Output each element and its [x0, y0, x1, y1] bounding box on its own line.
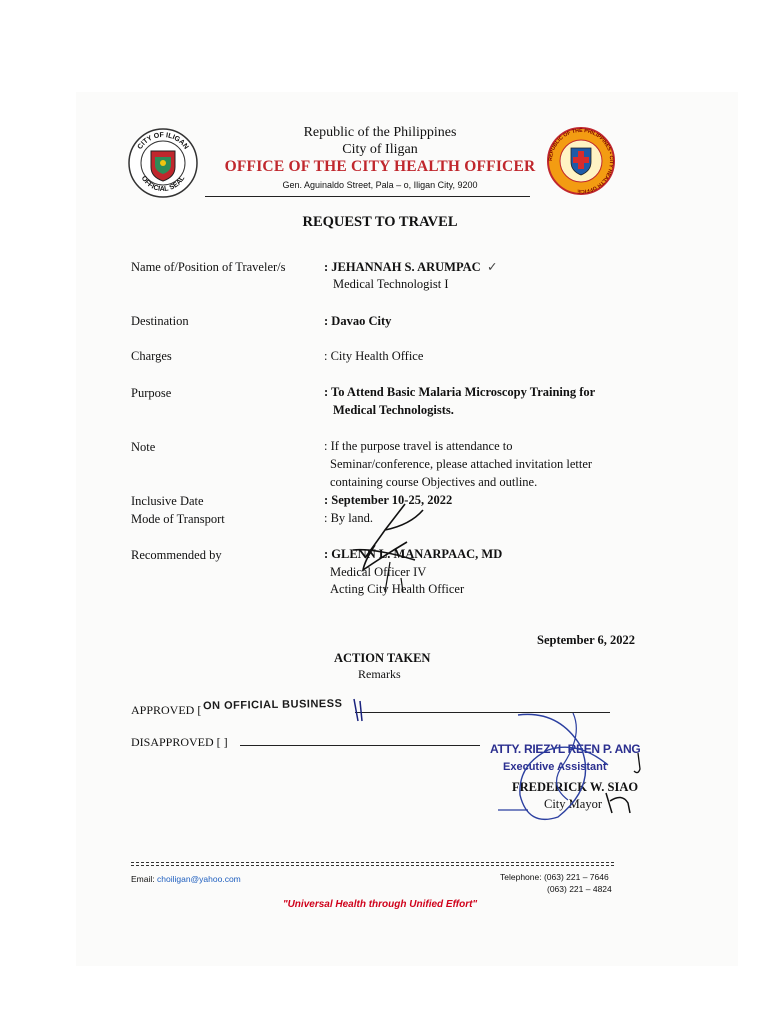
- svg-text:CITY OF ILIGAN: [137, 132, 190, 151]
- traveler-name: [324, 259, 497, 276]
- footer-rule-2: [131, 865, 614, 866]
- left-seal-text: [127, 127, 199, 199]
- traveler-name-text: : JEHANNAH S. ARUMPAC: [324, 260, 481, 274]
- email-label: Email:: [131, 874, 155, 884]
- charges-value: : City Health Office: [324, 349, 424, 363]
- disapproved-line: [240, 745, 480, 746]
- document-title: REQUEST TO TRAVEL: [302, 214, 458, 230]
- recommender-name: : GLENN L. MANARPAAC, MD: [324, 547, 503, 561]
- header-rule: [205, 196, 530, 197]
- office-address: Gen. Aguinaldo Street, Pala – o, Iligan City, 9200: [282, 180, 478, 190]
- recommender-signature: [345, 500, 440, 595]
- purpose-label: Purpose: [131, 386, 172, 400]
- remarks-label: Remarks: [358, 667, 401, 681]
- mayor-name: FREDERICK W. SIAO: [512, 780, 639, 794]
- telephone-2: (063) 221 – 4824: [547, 884, 612, 894]
- republic-line: Republic of the Philippines: [303, 125, 457, 140]
- footer-rule-1: [131, 862, 614, 863]
- transport-label: Mode of Transport: [131, 512, 225, 526]
- footer-email: [131, 874, 241, 884]
- office-name: OFFICE OF THE CITY HEALTH OFFICER: [224, 158, 536, 175]
- disapproved-label: DISAPPROVED [ ]: [131, 735, 228, 749]
- recommended-label: Recommended by: [131, 548, 222, 562]
- recommender-title-2: Acting City Health Officer: [330, 582, 465, 596]
- note-label: Note: [131, 440, 156, 454]
- name-label: Name of/Position of Traveler/s: [131, 260, 286, 274]
- note-line-3: containing course Objectives and outline.: [330, 475, 538, 489]
- mayor-title: City Mayor: [544, 797, 602, 811]
- stamp-title: Executive Assistant: [503, 761, 607, 773]
- note-line-2: Seminar/conference, please attached invitation letter: [330, 457, 593, 471]
- charges-label: Charges: [131, 349, 172, 363]
- telephone-label: Telephone:: [500, 872, 542, 882]
- action-taken-heading: ACTION TAKEN: [334, 651, 431, 665]
- mayor-signature: [488, 705, 648, 830]
- slogan: "Universal Health through Unified Effort": [282, 899, 478, 910]
- footer-tel-label-row: [500, 872, 609, 882]
- purpose-line-2: Medical Technologists.: [333, 403, 454, 417]
- destination-label: Destination: [131, 314, 189, 328]
- left-seal-bottom-text: OFFICIAL SEAL: [139, 175, 187, 194]
- transport-value: : By land.: [324, 511, 373, 525]
- svg-text:OFFICIAL SEAL: [140, 174, 187, 193]
- email-link[interactable]: choiligan@yahoo.com: [157, 874, 241, 884]
- inclusive-date-label: Inclusive Date: [131, 494, 204, 508]
- purpose-line-1: : To Attend Basic Malaria Microscopy Training for: [324, 385, 596, 399]
- approved-initial: [350, 695, 370, 725]
- request-date: September 6, 2022: [537, 633, 636, 647]
- approved-label: APPROVED [: [131, 703, 202, 717]
- destination-value: : Davao City: [324, 314, 392, 328]
- city-line: City of Iligan: [342, 142, 418, 157]
- approved-stamp: ON OFFICIAL BUSINESS: [202, 697, 343, 713]
- left-seal-top-text: CITY OF ILIGAN: [136, 131, 190, 151]
- note-line-1: : If the purpose travel is attendance to: [324, 439, 513, 453]
- traveler-position: Medical Technologist I: [333, 277, 449, 291]
- check-mark: ✓: [486, 260, 498, 274]
- stamp-name: ATTY. RIEZYL REEN P. ANG: [490, 742, 641, 756]
- recommender-title-1: Medical Officer IV: [330, 565, 427, 579]
- telephone-1: (063) 221 – 7646: [543, 872, 609, 882]
- inclusive-date-value: : September 10-25, 2022: [324, 493, 453, 507]
- right-seal-ring-text: REPUBLIC OF THE PHILIPPINES • CITY HEALTH OFFICE: [547, 127, 615, 195]
